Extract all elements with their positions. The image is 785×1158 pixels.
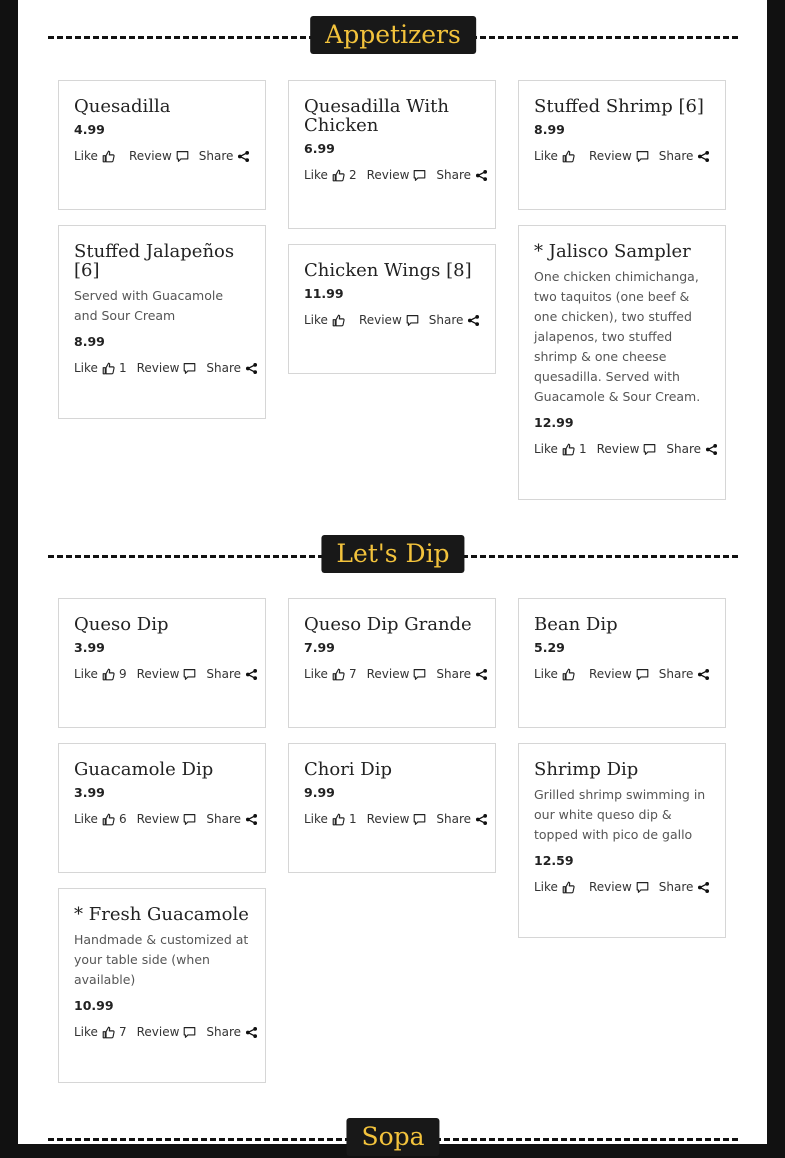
review-button[interactable]: [129, 149, 189, 163]
review-button[interactable]: [359, 313, 419, 327]
like-count: 9: [118, 667, 127, 681]
comment-icon: [636, 881, 649, 894]
comment-icon: [406, 314, 419, 327]
share-icon: [245, 813, 258, 826]
comment-icon: [413, 813, 426, 826]
like-label: Like: [304, 667, 328, 681]
review-button[interactable]: [367, 667, 427, 681]
share-icon: [475, 813, 488, 826]
like-label: Like: [74, 361, 98, 375]
item-actions: [74, 149, 250, 163]
item-actions: [304, 812, 480, 826]
item-name: Bean Dip: [534, 614, 618, 635]
item-price: 4.99: [74, 122, 105, 137]
share-button[interactable]: [659, 667, 711, 681]
item-actions: [74, 667, 250, 681]
item-price: 3.99: [74, 785, 105, 800]
item-name: Chicken Wings [8]: [304, 260, 472, 281]
item-actions: [74, 1025, 250, 1039]
share-icon: [245, 362, 258, 375]
item-description: Handmade & customized at your table side (when available): [74, 932, 249, 987]
review-button[interactable]: [589, 149, 649, 163]
thumbs-up-icon: [332, 813, 345, 826]
thumbs-up-icon: [562, 443, 575, 456]
review-label: Review: [128, 149, 172, 163]
like-count: 1: [348, 812, 357, 826]
review-label: Review: [588, 667, 632, 681]
thumbs-up-icon: [102, 668, 115, 681]
comment-icon: [643, 443, 656, 456]
share-label: Share: [206, 667, 242, 681]
item-name: Stuffed Shrimp [6]: [534, 96, 704, 117]
share-label: Share: [428, 313, 464, 327]
item-name: Queso Dip Grande: [304, 614, 472, 635]
menu-item-card: [288, 743, 496, 873]
thumbs-up-icon: [102, 150, 115, 163]
share-icon: [467, 314, 480, 327]
share-icon: [475, 668, 488, 681]
share-icon: [475, 169, 488, 182]
thumbs-up-icon: [332, 668, 345, 681]
menu-item-card: [518, 598, 726, 728]
comment-icon: [413, 169, 426, 182]
like-label: Like: [304, 168, 328, 182]
item-name: Quesadilla With Chicken: [304, 96, 449, 136]
item-price: 12.59: [534, 853, 574, 868]
like-button[interactable]: [304, 313, 345, 327]
share-button[interactable]: [206, 812, 258, 826]
review-button[interactable]: [367, 168, 427, 182]
like-button[interactable]: [74, 361, 115, 375]
share-icon: [237, 150, 250, 163]
share-button[interactable]: [659, 880, 711, 894]
like-button[interactable]: [74, 1025, 115, 1039]
item-price: 12.99: [534, 415, 574, 430]
comment-icon: [183, 362, 196, 375]
review-button[interactable]: [367, 812, 427, 826]
item-price: 11.99: [304, 286, 344, 301]
section-header-sopa: [48, 1118, 738, 1158]
item-actions: [304, 313, 480, 327]
menu-item-card: [58, 743, 266, 873]
share-button[interactable]: [436, 168, 488, 182]
review-button[interactable]: [589, 667, 649, 681]
share-button[interactable]: [429, 313, 481, 327]
like-count: 7: [118, 1025, 127, 1039]
item-actions: [74, 361, 250, 375]
item-name: Guacamole Dip: [74, 759, 214, 780]
item-price: 3.99: [74, 640, 105, 655]
menu-item-card: [518, 225, 726, 500]
menu-item-card: [58, 225, 266, 419]
item-actions: [534, 149, 710, 163]
comment-icon: [636, 668, 649, 681]
item-name: Queso Dip: [74, 614, 169, 635]
item-actions: [304, 168, 480, 182]
review-label: Review: [136, 1025, 180, 1039]
review-button[interactable]: [137, 667, 197, 681]
share-label: Share: [206, 812, 242, 826]
item-actions: [534, 880, 710, 894]
like-button[interactable]: [534, 442, 575, 456]
item-actions: [304, 667, 480, 681]
review-label: Review: [366, 667, 410, 681]
thumbs-up-icon: [562, 668, 575, 681]
like-label: Like: [304, 812, 328, 826]
review-label: Review: [136, 812, 180, 826]
like-label: Like: [304, 313, 328, 327]
comment-icon: [183, 1026, 196, 1039]
like-count: 2: [348, 168, 357, 182]
item-description: One chicken chimichanga, two taquitos (one beef & one chicken), two stuffed jalapenos, two stuffed shrimp & one cheese quesadilla. Served with Guacamole & Sour Cream.: [534, 269, 701, 404]
item-price: 7.99: [304, 640, 335, 655]
item-actions: [534, 442, 710, 456]
menu-item-card: [58, 888, 266, 1083]
review-button[interactable]: [589, 880, 649, 894]
section-title: Let's Dip: [321, 535, 464, 573]
like-button[interactable]: [74, 812, 115, 826]
comment-icon: [636, 150, 649, 163]
like-label: Like: [74, 149, 98, 163]
like-label: Like: [534, 442, 558, 456]
like-button[interactable]: [534, 667, 575, 681]
share-icon: [245, 1026, 258, 1039]
review-label: Review: [136, 361, 180, 375]
item-name: * Fresh Guacamole: [74, 904, 249, 925]
share-label: Share: [666, 442, 702, 456]
item-name: Chori Dip: [304, 759, 392, 780]
item-name: Quesadilla: [74, 96, 171, 117]
like-button[interactable]: [74, 667, 115, 681]
review-label: Review: [596, 442, 640, 456]
like-count: 6: [118, 812, 127, 826]
item-actions: [74, 812, 250, 826]
thumbs-up-icon: [332, 314, 345, 327]
review-label: Review: [136, 667, 180, 681]
review-label: Review: [588, 149, 632, 163]
menu-item-card: [518, 743, 726, 938]
section-title: Appetizers: [310, 16, 476, 54]
share-label: Share: [658, 667, 694, 681]
like-label: Like: [74, 1025, 98, 1039]
item-price: 8.99: [74, 334, 105, 349]
like-label: Like: [534, 149, 558, 163]
review-label: Review: [366, 168, 410, 182]
like-button[interactable]: [304, 812, 345, 826]
thumbs-up-icon: [562, 150, 575, 163]
like-label: Like: [74, 812, 98, 826]
menu-item-card: [288, 598, 496, 728]
share-icon: [697, 881, 710, 894]
thumbs-up-icon: [102, 362, 115, 375]
like-label: Like: [534, 880, 558, 894]
like-count: 1: [118, 361, 127, 375]
share-icon: [245, 668, 258, 681]
share-label: Share: [436, 667, 472, 681]
share-icon: [697, 150, 710, 163]
like-button[interactable]: [534, 880, 575, 894]
review-label: Review: [358, 313, 402, 327]
share-button[interactable]: [206, 361, 258, 375]
menu-item-card: [288, 80, 496, 229]
share-label: Share: [206, 361, 242, 375]
item-price: 10.99: [74, 998, 114, 1013]
like-button[interactable]: [74, 149, 115, 163]
review-label: Review: [588, 880, 632, 894]
share-label: Share: [206, 1025, 242, 1039]
share-button[interactable]: [436, 667, 488, 681]
share-icon: [697, 668, 710, 681]
share-label: Share: [198, 149, 234, 163]
like-button[interactable]: [534, 149, 575, 163]
item-price: 5.29: [534, 640, 565, 655]
like-label: Like: [534, 667, 558, 681]
review-label: Review: [366, 812, 410, 826]
share-label: Share: [436, 168, 472, 182]
share-label: Share: [658, 149, 694, 163]
thumbs-up-icon: [332, 169, 345, 182]
menu-item-card: [518, 80, 726, 210]
comment-icon: [176, 150, 189, 163]
like-label: Like: [74, 667, 98, 681]
comment-icon: [183, 813, 196, 826]
share-button[interactable]: [199, 149, 251, 163]
review-button[interactable]: [137, 1025, 197, 1039]
section-title: Sopa: [346, 1118, 439, 1156]
review-button[interactable]: [137, 361, 197, 375]
item-price: 6.99: [304, 141, 335, 156]
like-button[interactable]: [304, 168, 345, 182]
share-button[interactable]: [206, 1025, 258, 1039]
section-header-lets-dip: [48, 535, 738, 575]
like-count: 7: [348, 667, 357, 681]
thumbs-up-icon: [562, 881, 575, 894]
review-button[interactable]: [137, 812, 197, 826]
share-icon: [705, 443, 718, 456]
item-name: * Jalisco Sampler: [534, 241, 691, 262]
share-label: Share: [436, 812, 472, 826]
share-button[interactable]: [666, 442, 718, 456]
menu-page: [18, 0, 767, 1151]
comment-icon: [413, 668, 426, 681]
menu-item-card: [58, 598, 266, 728]
comment-icon: [183, 668, 196, 681]
share-label: Share: [658, 880, 694, 894]
item-name: Stuffed Jalapeños [6]: [74, 241, 235, 281]
like-button[interactable]: [304, 667, 345, 681]
item-description: Grilled shrimp swimming in our white queso dip & topped with pico de gallo: [534, 787, 706, 842]
thumbs-up-icon: [102, 813, 115, 826]
menu-item-card: [288, 244, 496, 374]
review-button[interactable]: [597, 442, 657, 456]
item-price: 9.99: [304, 785, 335, 800]
thumbs-up-icon: [102, 1026, 115, 1039]
section-header-appetizers: [48, 16, 738, 56]
like-count: 1: [578, 442, 587, 456]
item-name: Shrimp Dip: [534, 759, 639, 780]
item-price: 8.99: [534, 122, 565, 137]
menu-item-card: [58, 80, 266, 210]
share-button[interactable]: [206, 667, 258, 681]
share-button[interactable]: [436, 812, 488, 826]
share-button[interactable]: [659, 149, 711, 163]
item-actions: [534, 667, 710, 681]
item-description: Served with Guacamole and Sour Cream: [74, 288, 224, 323]
